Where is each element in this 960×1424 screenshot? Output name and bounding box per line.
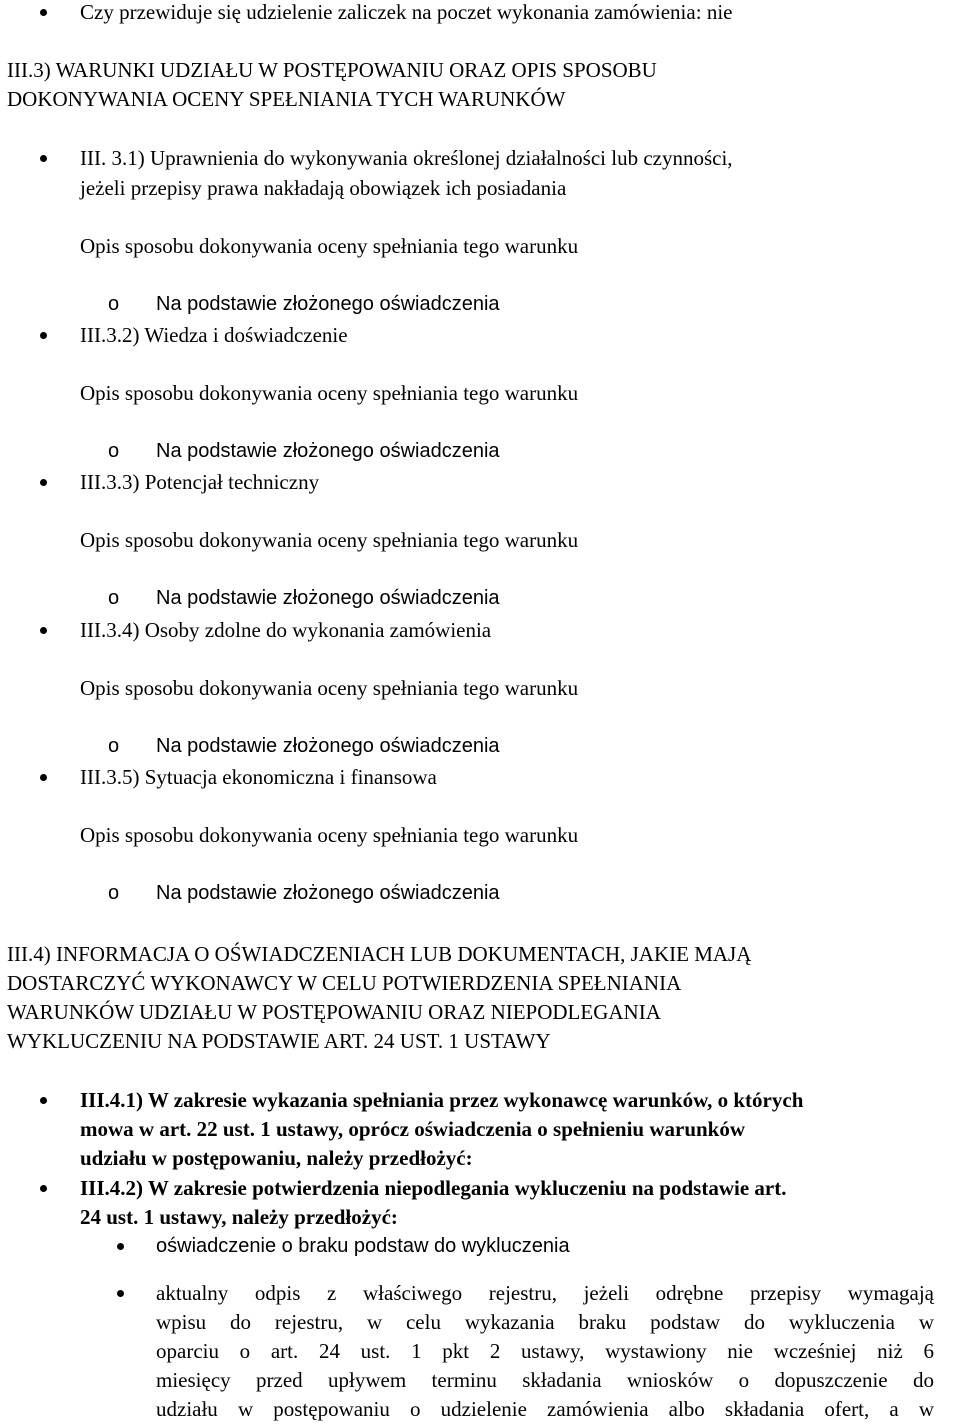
advances-answer: nie	[706, 0, 733, 24]
subitem-1: oświadczenie o braku podstaw do wykluczenia	[156, 1235, 570, 1257]
bullet-icon	[40, 332, 47, 339]
bullet-icon	[40, 155, 47, 162]
item-3-4-method-label: Opis sposobu dokonywania oceny spełniania tego warunku	[80, 676, 579, 700]
subitem-2-line-1: aktualny odpis z właściwego rejestru, jeżeli odrębne przepisy wymagają	[156, 1281, 934, 1305]
item-3-3-title: III.3.3) Potencjał techniczny	[80, 470, 320, 494]
circle-bullet-icon: o	[108, 293, 120, 315]
item-4-2-line-1: III.4.2) W zakresie potwierdzenia niepodlegania wykluczeniu na podstawie art.	[80, 1176, 787, 1200]
item-3-5-method-value: Na podstawie złożonego oświadczenia	[156, 882, 500, 904]
section-4-heading-line-4: WYKLUCZENIU NA PODSTAWIE ART. 24 UST. 1 USTAWY	[7, 1029, 551, 1053]
item-3-4-title: III.3.4) Osoby zdolne do wykonania zamówienia	[80, 618, 492, 642]
bullet-icon	[117, 1290, 124, 1297]
item-3-2-method-value: Na podstawie złożonego oświadczenia	[156, 440, 500, 462]
item-4-2-line-2: 24 ust. 1 ustawy, należy przedłożyć:	[80, 1205, 398, 1229]
item-4-1-line-3: udziału w postępowaniu, należy przedłożyć:	[80, 1146, 473, 1170]
bullet-icon	[40, 9, 47, 16]
bullet-icon	[40, 774, 47, 781]
circle-bullet-icon: o	[108, 587, 120, 609]
section-4-heading-line-2: DOSTARCZYĆ WYKONAWCY W CELU POTWIERDZENIA SPEŁNIANIA	[7, 971, 682, 995]
circle-bullet-icon: o	[108, 882, 120, 904]
advances-question: Czy przewiduje się udzielenie zaliczek na poczet wykonania zamówienia:	[80, 0, 702, 24]
item-3-1-method-value: Na podstawie złożonego oświadczenia	[156, 293, 500, 315]
bullet-icon	[40, 479, 47, 486]
bullet-icon	[117, 1243, 124, 1250]
subitem-2-line-5: udziału w postępowaniu o udzielenie zamówienia albo składania ofert, a w	[156, 1397, 934, 1421]
section-4-heading-line-1: III.4) INFORMACJA O OŚWIADCZENIACH LUB DOKUMENTACH, JAKIE MAJĄ	[7, 942, 752, 966]
subitem-2-line-3: oparciu o art. 24 ust. 1 pkt 2 ustawy, wystawiony nie wcześniej niż 6	[156, 1339, 934, 1363]
section-3-heading-line-2: DOKONYWANIA OCENY SPEŁNIANIA TYCH WARUNKÓW	[7, 87, 566, 111]
subitem-2-line-4: miesięcy przed upływem terminu składania wniosków o dopuszczenie do	[156, 1368, 934, 1392]
item-3-3-method-label: Opis sposobu dokonywania oceny spełniania tego warunku	[80, 528, 579, 552]
item-3-5-title: III.3.5) Sytuacja ekonomiczna i finansowa	[80, 765, 437, 789]
item-3-1-method-label: Opis sposobu dokonywania oceny spełniania tego warunku	[80, 234, 579, 258]
section-4-heading-line-3: WARUNKÓW UDZIAŁU W POSTĘPOWANIU ORAZ NIEPODLEGANIA	[7, 1000, 661, 1024]
item-3-2-title: III.3.2) Wiedza i doświadczenie	[80, 323, 348, 347]
bullet-icon	[40, 1185, 47, 1192]
item-3-1-title-line-2: jeżeli przepisy prawa nakładają obowiązek ich posiadania	[80, 176, 567, 200]
item-3-3-method-value: Na podstawie złożonego oświadczenia	[156, 587, 500, 609]
item-3-2-method-label: Opis sposobu dokonywania oceny spełniania tego warunku	[80, 381, 579, 405]
item-3-4-method-value: Na podstawie złożonego oświadczenia	[156, 735, 500, 757]
item-4-1-line-2: mowa w art. 22 ust. 1 ustawy, oprócz oświadczenia o spełnieniu warunków	[80, 1117, 746, 1141]
advances-line	[80, 0, 732, 27]
section-3-heading-line-1: III.3) WARUNKI UDZIAŁU W POSTĘPOWANIU ORAZ OPIS SPOSOBU	[7, 58, 657, 82]
item-4-1-line-1: III.4.1) W zakresie wykazania spełniania przez wykonawcę warunków, o których	[80, 1088, 804, 1112]
item-3-1-title-line-1: III. 3.1) Uprawnienia do wykonywania określonej działalności lub czynności,	[80, 146, 733, 170]
item-3-5-method-label: Opis sposobu dokonywania oceny spełniania tego warunku	[80, 823, 579, 847]
circle-bullet-icon: o	[108, 440, 120, 462]
circle-bullet-icon: o	[108, 735, 120, 757]
bullet-icon	[40, 627, 47, 634]
bullet-icon	[40, 1097, 47, 1104]
subitem-2-line-2: wpisu do rejestru, w celu wykazania braku podstaw do wykluczenia w	[156, 1310, 934, 1334]
